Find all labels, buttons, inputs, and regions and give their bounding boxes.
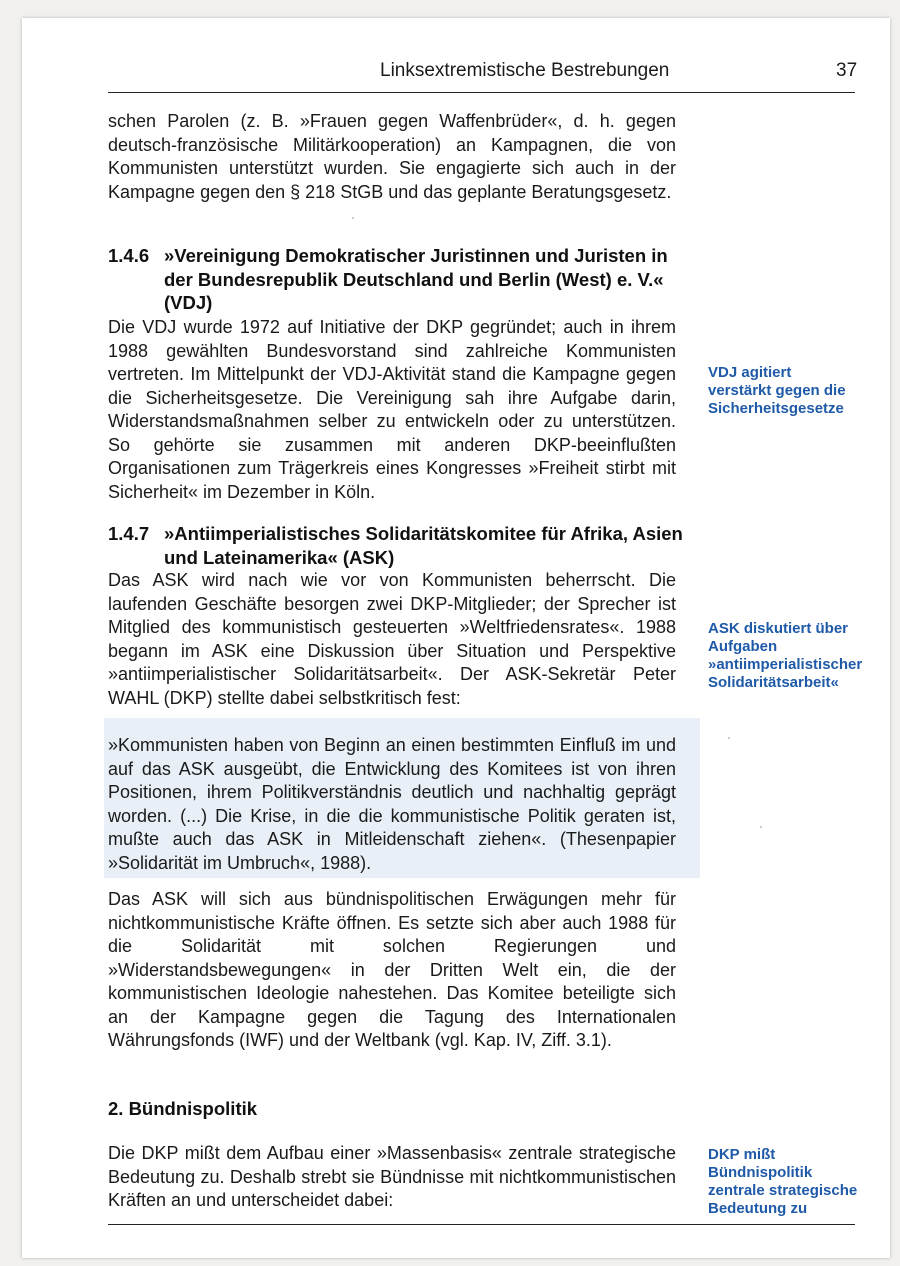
chapter-paragraph: Die DKP mißt dem Aufbau einer »Massenbasis« zentrale strategische Bedeutung zu. Deshalb strebt sie Bündnisse mit nichtkommunistischen Kräften an und unterscheidet dabei: xyxy=(108,1143,676,1210)
margin-note-chapter: DKP mißt Bündnispolitik zentrale strategische Bedeutung zu xyxy=(708,1146,858,1217)
header-rule xyxy=(108,92,855,93)
scan-speck xyxy=(760,826,762,828)
block-quote: »Kommunisten haben von Beginn an einen bestimmten Einfluß im und auf das ASK ausgeübt, die Entwicklung des Komitees ist von ihren Positionen, ihrem Politikverständnis deutlich und nachhaltig geprägt worden. (...) Die Krise, in die die kommunistische Politik geraten ist, mußte auch das ASK in Mitleidenschaft ziehen«. (Thesenpapier »Solidarität im Umbruch«, 1988). xyxy=(108,735,676,873)
chapter-title: 2. Bündnispolitik xyxy=(108,1098,258,1119)
section-paragraph-ask: Das ASK wird nach wie vor von Kommunisten beherrscht. Die laufenden Geschäfte besorgen zwei DKP-Mitglieder; der Sprecher ist Mitglied des kommunistisch gesteuerten »Weltfriedensrates«. 1988 begann im ASK eine Diskussion über Situation und Perspektive »antiimperialistischer Solidaritätsarbeit«. Der ASK-Sekretär Peter WAHL (DKP) stellte dabei selbstkritisch fest: xyxy=(108,570,676,708)
scan-speck xyxy=(352,217,354,219)
margin-note-ask: ASK diskutiert über Aufgaben »antiimperialistischer Solidaritätsarbeit« xyxy=(708,620,863,691)
section-paragraph-ask-continued: Das ASK will sich aus bündnispolitischen Erwägungen mehr für nichtkommunistische Kräfte öffnen. Es setzte sich aber auch 1988 für die Solidarität mit solchen Regierungen und »Widerstandsbewegungen« in der Dritten Welt ein, die der kommunistischen Ideologie nahestehen. Das Komitee beteiligte sich an der Kampagne gegen die Tagung des Internationalen Währungsfonds (IWF) und der Weltbank (vgl. Kap. IV, Ziff. 3.1). xyxy=(108,889,676,1050)
intro-paragraph: schen Parolen (z. B. »Frauen gegen Waffenbrüder«, d. h. gegen deutsch-französische Militärkooperation) an Kampagnen, die von Kommunisten unterstützt wurden. Sie engagierte sich auch in der Kampagne gegen den § 218 StGB und das geplante Beratungsgesetz. xyxy=(108,111,676,202)
section-paragraph-vdj: Die VDJ wurde 1972 auf Initiative der DKP gegründet; auch in ihrem 1988 gewählten Bundesvorstand sind zahlreiche Kommunisten vertreten. Im Mittelpunkt der VDJ-Aktivität stand die Kampagne gegen die Sicherheitsgesetze. Die Vereinigung sah ihre Aufgabe darin, Widerstandsmaßnahmen selber zu entwickeln oder zu unterstützen. So gehörte sie zusammen mit anderen DKP-beeinflußten Organisationen zum Trägerkreis eines Kongresses »Freiheit stirbt mit Sicherheit« im Dezember in Köln. xyxy=(108,317,676,502)
running-header-title: Linksextremistische Bestrebungen xyxy=(380,60,670,81)
section-title: »Vereinigung Demokratischer Juristinnen und Juristen in der Bundesrepublik Deutschland und Berlin (West) e. V.« (VDJ) xyxy=(164,245,668,313)
margin-note-vdj: VDJ agitiert verstärkt gegen die Sicherheitsgesetze xyxy=(708,364,846,417)
scan-speck xyxy=(728,737,730,739)
section-title: »Antiimperialistisches Solidaritätskomitee für Afrika, Asien und Lateinamerika« (ASK) xyxy=(164,523,683,568)
section-number: 1.4.6 xyxy=(108,245,150,266)
footer-rule xyxy=(108,1224,855,1225)
page-number: 37 xyxy=(836,60,858,81)
section-number: 1.4.7 xyxy=(108,523,150,544)
